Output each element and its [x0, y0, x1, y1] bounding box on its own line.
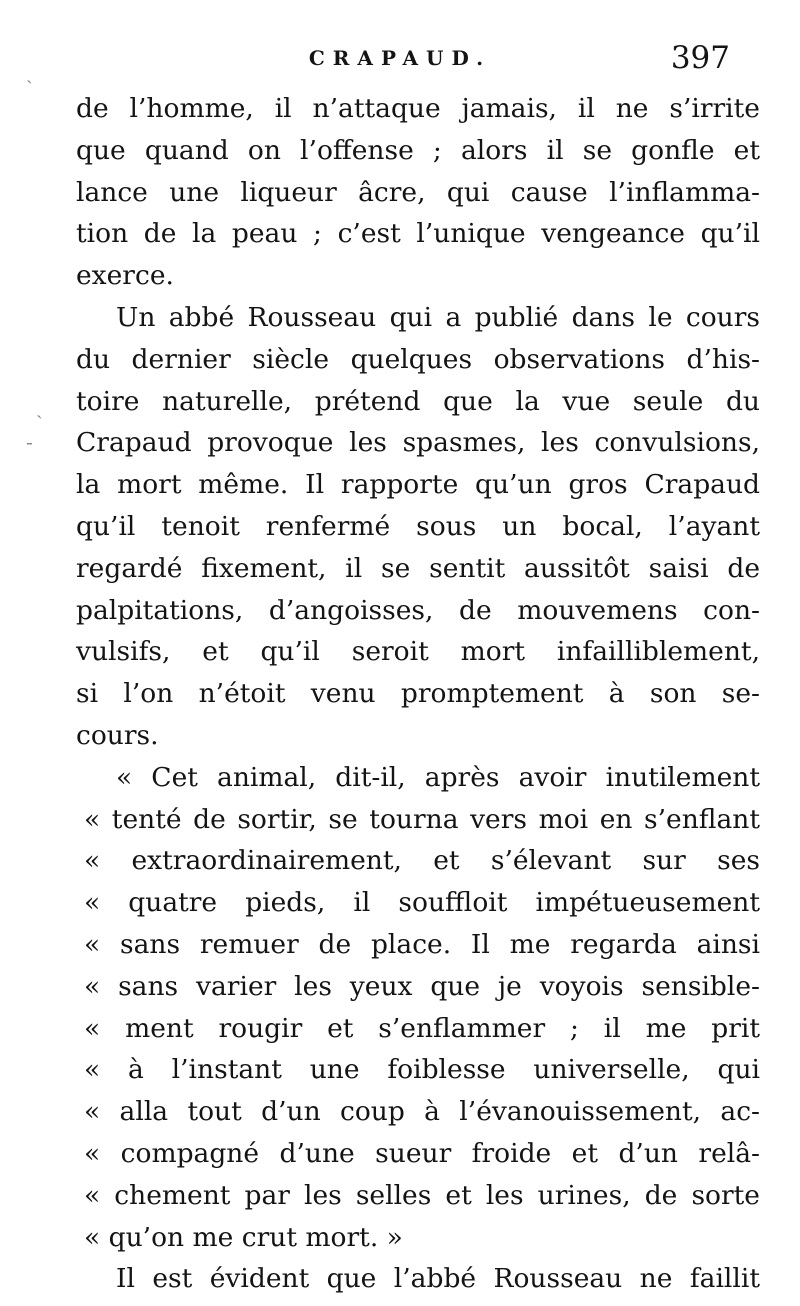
- text-line: « à l’instant une foiblesse universelle, qui: [84, 1054, 760, 1086]
- text-line: de l’homme, il n’attaque jamais, il ne s’irrite: [76, 93, 760, 124]
- running-head: CRAPAUD.: [308, 46, 492, 70]
- text-line: « Cet animal, dit-il, après avoir inutilement: [116, 761, 760, 793]
- text-line: Il est évident que l’abbé Rousseau ne faillit: [116, 1263, 760, 1295]
- text-line: que quand on l’offense ; alors il se gonfle et: [76, 134, 760, 166]
- text-line: « ment rougir et s’enflammer ; il me prit: [84, 1012, 760, 1044]
- text-line: cours.: [76, 719, 159, 751]
- text-line: toire naturelle, prétend que la vue seule du: [76, 385, 760, 417]
- page-header: [0, 40, 800, 90]
- text-line: exerce.: [76, 260, 174, 292]
- margin-mark: -: [26, 430, 33, 454]
- text-line: qu’il tenoit renfermé sous un bocal, l’ayant: [76, 510, 760, 542]
- text-line: la mort même. Il rapporte qu’un gros Crapaud: [76, 469, 760, 501]
- text-line: « quatre pieds, il souffloit impétueusement: [84, 887, 760, 919]
- margin-mark: ˏ: [36, 395, 43, 419]
- text-line: du dernier siècle quelques observations d’his-: [76, 343, 760, 375]
- text-line: « compagné d’une sueur froide et d’un relâ-: [84, 1137, 760, 1169]
- text-line: « extraordinairement, et s’élevant sur ses: [84, 845, 760, 877]
- text-line: si l’on n’étoit venu promptement à son se-: [76, 678, 760, 710]
- body-text: [76, 88, 760, 1300]
- margin-mark: ˏ: [26, 60, 33, 84]
- text-line: regardé fixement, il se sentit aussitôt saisi de: [76, 552, 760, 584]
- text-line: Crapaud provoque les spasmes, les convulsions,: [76, 427, 760, 459]
- text-line: « alla tout d’un coup à l’évanouissement, ac-: [84, 1096, 760, 1128]
- text-line: « qu’on me crut mort. »: [84, 1221, 403, 1253]
- page-number: 397: [670, 40, 730, 76]
- text-line: tion de la peau ; c’est l’unique vengeance qu’il: [76, 218, 760, 250]
- text-line: Un abbé Rousseau qui a publié dans le cours: [116, 301, 760, 333]
- text-line: palpitations, d’angoisses, de mouvemens con-: [76, 594, 760, 626]
- text-line: vulsifs, et qu’il seroit mort infailliblement,: [76, 636, 760, 668]
- text-line: « sans remuer de place. Il me regarda ainsi: [84, 928, 760, 960]
- text-line: lance une liqueur âcre, qui cause l’inflamma-: [76, 176, 760, 208]
- text-line: « sans varier les yeux que je voyois sensible-: [84, 970, 760, 1002]
- text-line: « tenté de sortir, se tourna vers moi en s’enflant: [84, 803, 760, 835]
- text-line: « chement par les selles et les urines, de sorte: [84, 1179, 760, 1211]
